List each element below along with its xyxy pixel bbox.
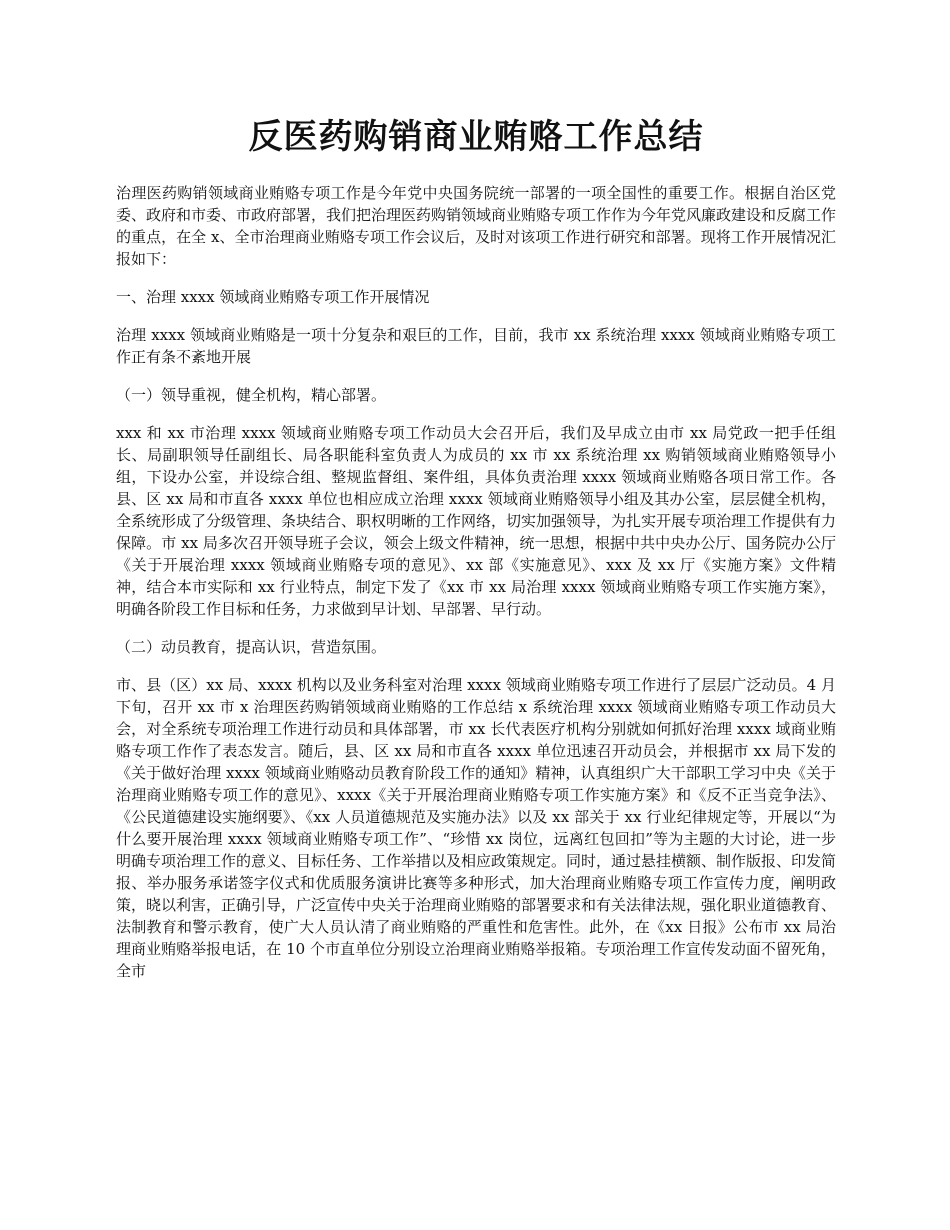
intro-paragraph: 治理医药购销领域商业贿赂专项工作是今年党中央国务院统一部署的一项全国性的重要工作。根据自治区党委、政府和市委、市政府部署，我们把治理医药购销领域商业贿赂专项工作作为今年党风廉政建设和反腐工作的重点，在全 x、全市治理商业贿赂专项工作会议后，及时对该项工作进行研究和部署。现将工作开展情况汇报如下： bbox=[116, 184, 837, 268]
section-heading-1: 一、治理 xxxx 领域商业贿赂专项工作开展情况 bbox=[116, 288, 430, 306]
document-title: 反医药购销商业贿赂工作总结 bbox=[248, 117, 704, 157]
subsection-1-paragraph: xxx 和 xx 市治理 xxxx 领域商业贿赂专项工作动员大会召开后，我们及早成立由市 xx 局党政一把手任组长、局副职领导任副组长、局各职能科室负责人为成员的 xx 市 xx 系统治理 xx 购销领域商业贿赂领导小组，下设办公室，并设综合组、整规监督组、案件组，具体负责治理 xxxx 领域商业贿赂各项日常工作。各县、区 xx 局和市直各 xxxx 单位也相应成立治理 xxxx 领域商业贿赂领导小组及其办公室，层层健全机构，全系统形成了分级管理、条块结合、职权明晰的工作网络，切实加强领导，为扎实开展专项治理工作提供有力保障。市 xx 局多次召开领导班子会议，领会上级文件精神，统一思想，根据中共中央办公厅、国务院办公厅《关于开展治理 xxxx 领域商业贿赂专项的意见》、xx 部《实施意见》、xxx 及 xx 厅《实施方案》文件精神，结合本市实际和 xx 行业特点，制定下发了《xx 市 xx 局治理 xxxx 领域商业贿赂专项工作实施方案》，明确各阶段工作目标和任务，力求做到早计划、早部署、早行动。 bbox=[116, 424, 837, 618]
document-page bbox=[116, 108, 836, 982]
subsection-heading-2: （二）动员教育，提高认识，营造氛围。 bbox=[116, 638, 387, 656]
subsection-2-paragraph: 市、县（区）xx 局、xxxx 机构以及业务科室对治理 xxxx 领域商业贿赂专项工作进行了层层广泛动员。4 月下旬，召开 xx 市 x 治理医药购销领域商业贿赂的工作总结 x 系统治理 xxxx 领域商业贿赂专项工作动员大会，对全系统专项治理工作进行动员和具体部署，市 xx 长代表医疗机构分别就如何抓好治理 xxxx 域商业贿赂专项工作作了表态发言。随后，县、区 xx 局和市直各 xxxx 单位迅速召开动员会，并根据市 xx 局下发的《关于做好治理 xxxx 领域商业贿赂动员教育阶段工作的通知》精神，认真组织广大干部职工学习中央《关于治理商业贿赂专项工作的意见》、xxxx《关于开展治理商业贿赂专项工作实施方案》和《反不正当竞争法》、《公民道德建设实施纲要》、《xx 人员道德规范及实施办法》以及 xx 部关于 xx 行业纪律规定等，开展以“为什么要开展治理 xxxx 领域商业贿赂专项工作”、“珍惜 xx 岗位，远离红包回扣”等为主题的大讨论，进一步明确专项治理工作的意义、目标任务、工作举措以及相应政策规定。同时，通过悬挂横额、制作版报、印发简报、举办服务承诺签字仪式和优质服务演讲比赛等多种形式，加大治理商业贿赂专项工作宣传力度，阐明政策，晓以利害，正确引导，广泛宣传中央关于治理商业贿赂的部署要求和有关法律法规，强化职业道德教育、法制教育和警示教育，使广大人员认清了商业贿赂的严重性和危害性。此外，在《xx 日报》公布市 xx 局治理商业贿赂举报电话，在 10 个市直单位分别设立治理商业贿赂举报箱。专项治理工作宣传发动面不留死角，全市 bbox=[116, 676, 837, 980]
subsection-heading-1: （一）领导重视，健全机构，精心部署。 bbox=[116, 386, 387, 404]
section-1-paragraph: 治理 xxxx 领域商业贿赂是一项十分复杂和艰巨的工作，目前，我市 xx 系统治理 xxxx 领域商业贿赂专项工作正有条不紊地开展 bbox=[116, 326, 836, 366]
